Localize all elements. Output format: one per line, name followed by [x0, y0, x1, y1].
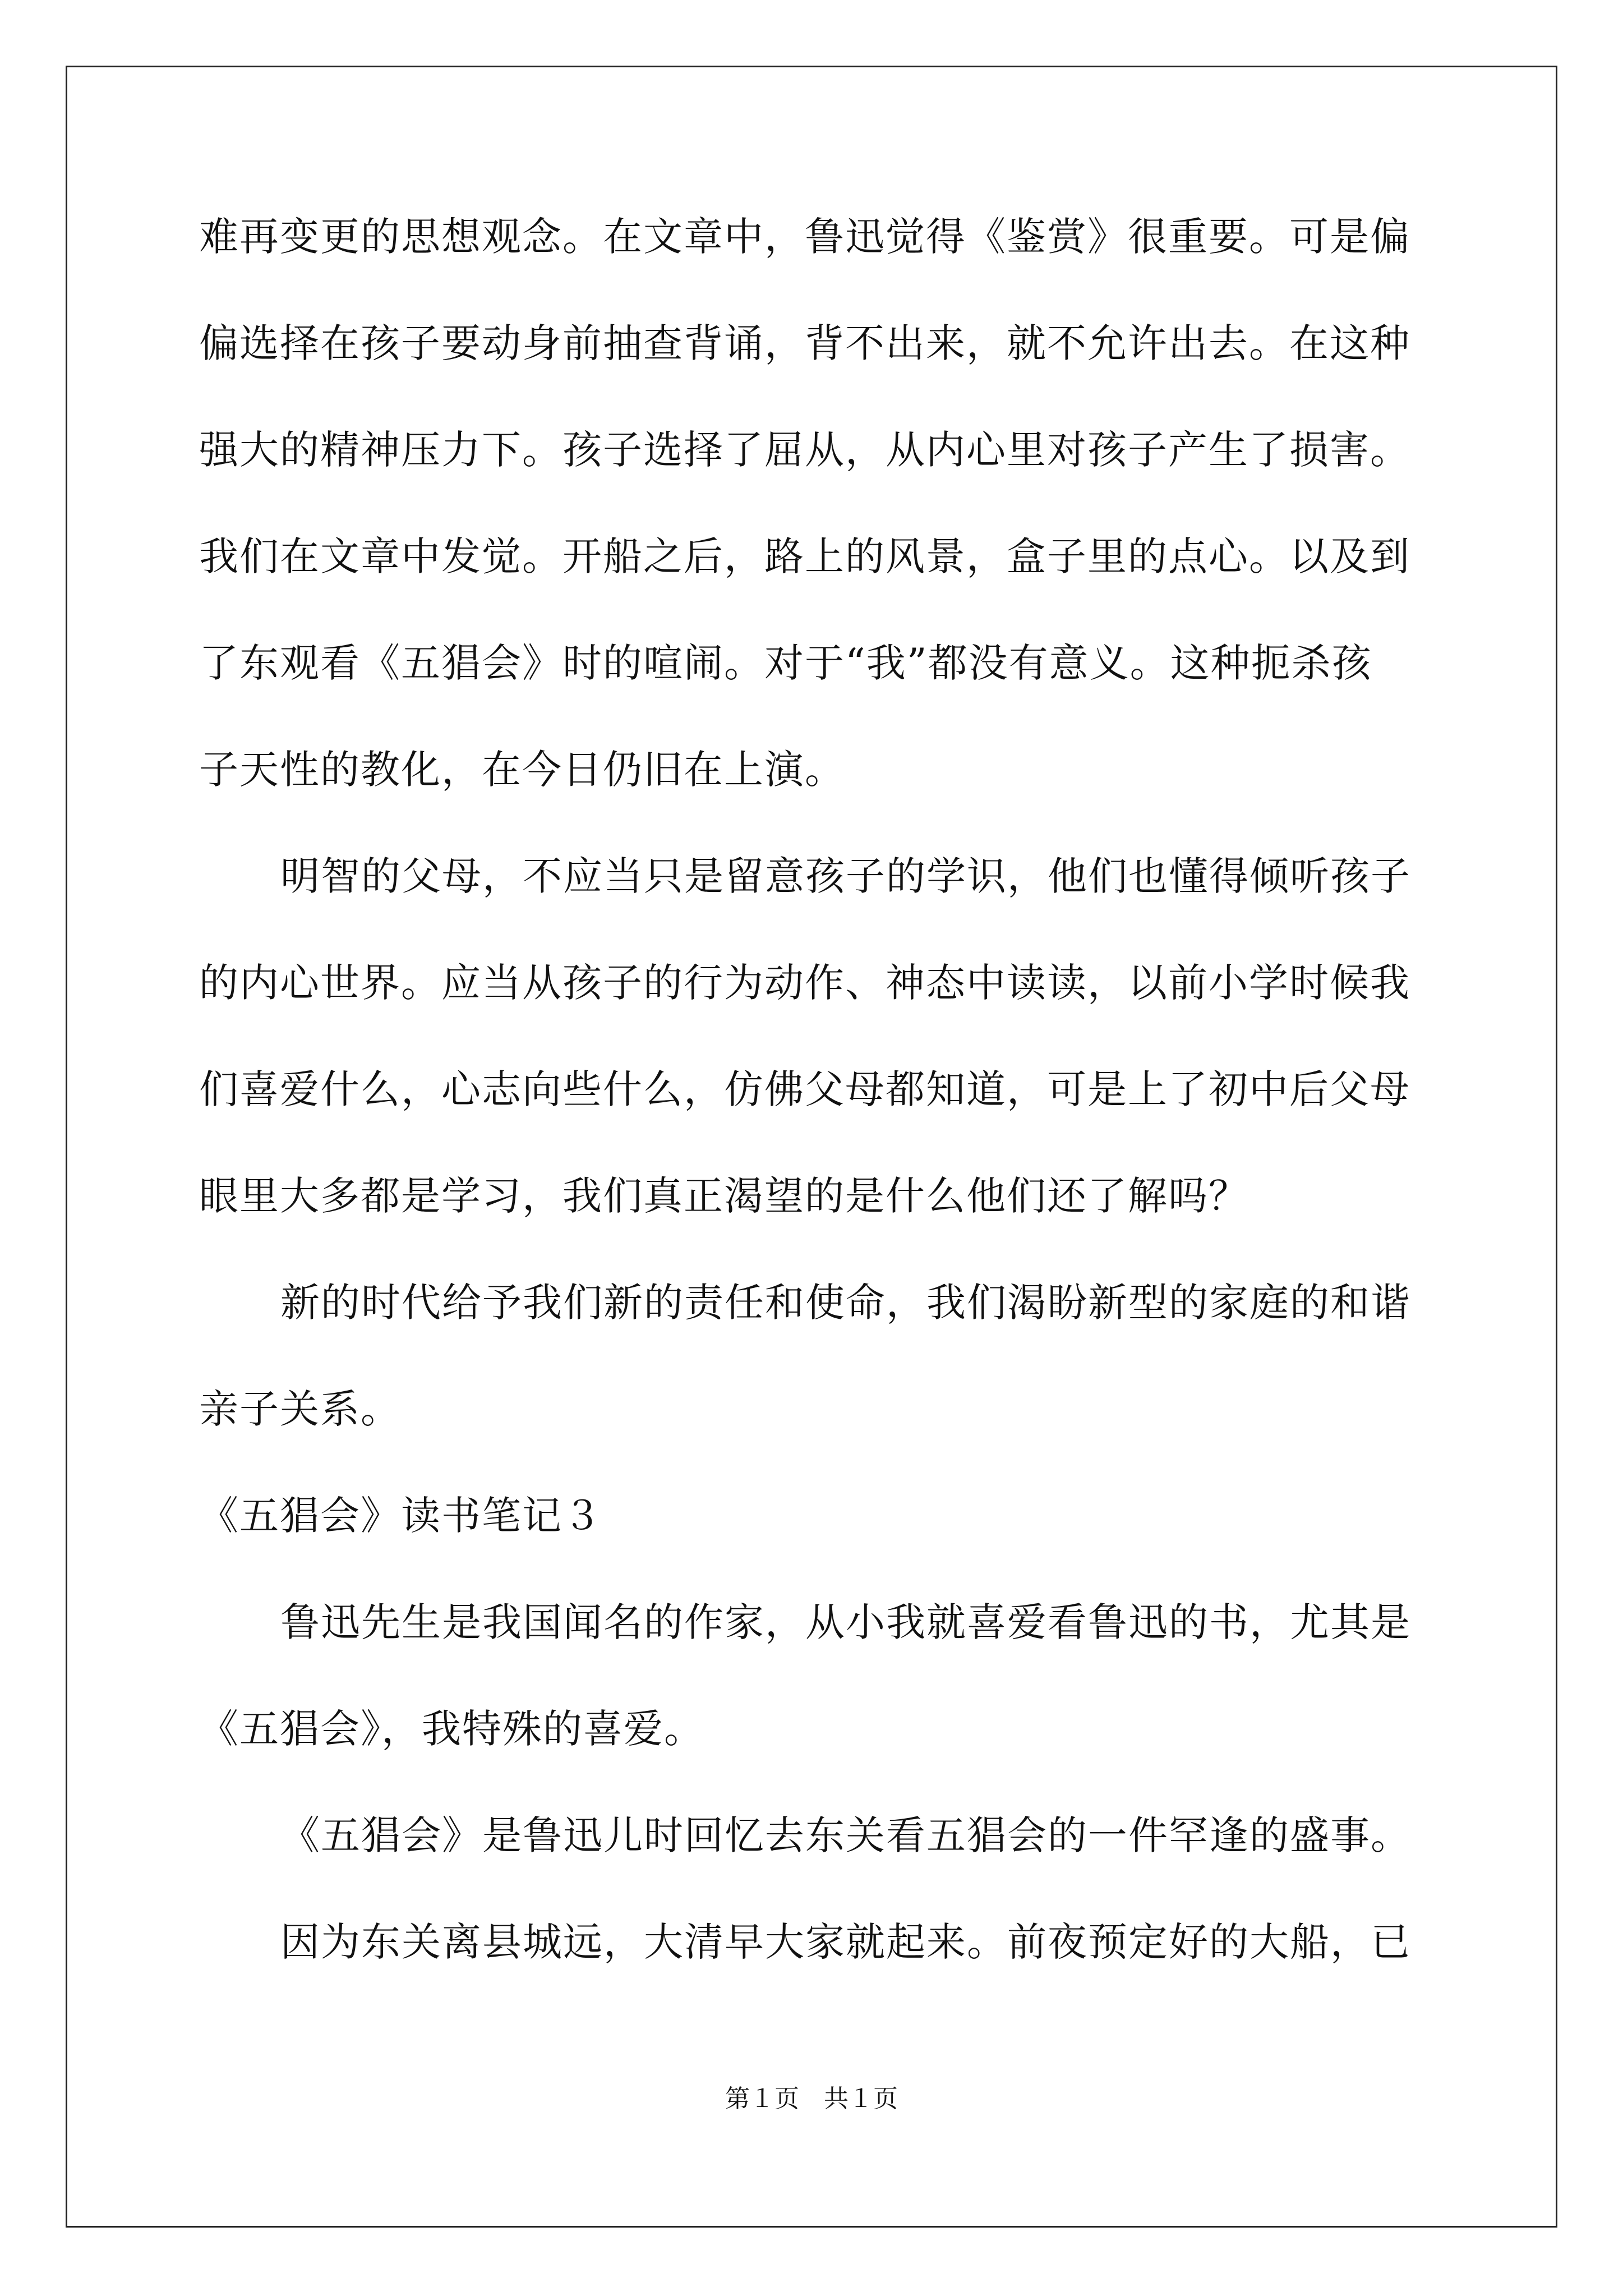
paragraph-start-line: 新的时代给予我们新的责任和使命，我们渴盼新型的家庭的和谐 — [280, 1280, 1411, 1326]
text-line: 眼里大多都是学习，我们真正渴望的是什么他们还了解吗？ — [199, 1173, 1249, 1219]
text-line: 子天性的教化，在今日仍旧在上演。 — [199, 747, 845, 793]
text-line: 亲子关系。 — [199, 1386, 401, 1432]
text-line: 的内心世界。应当从孩子的行为动作、神态中读读，以前小学时候我 — [199, 960, 1410, 1006]
text-line: 我们在文章中发觉。开船之后，路上的风景，盒子里的点心。以及到 — [199, 533, 1410, 579]
text-line: 难再变更的思想观念。在文章中，鲁迅觉得《鉴赏》很重要。可是偏 — [199, 214, 1410, 260]
text-line: 强大的精神压力下。孩子选择了屈从，从内心里对孩子产生了损害。 — [199, 427, 1410, 473]
page-border — [66, 66, 1557, 2228]
paragraph-start-line: 鲁迅先生是我国闻名的作家，从小我就喜爱看鲁迅的书，尤其是 — [280, 1599, 1411, 1645]
text-line: 《五猖会》，我特殊的喜爱。 — [199, 1706, 704, 1752]
paragraph-start-line: 明智的父母，不应当只是留意孩子的学识，他们也懂得倾听孩子 — [280, 853, 1411, 899]
text-line: 们喜爱什么，心志向些什么，仿佛父母都知道，可是上了初中后父母 — [199, 1066, 1410, 1112]
page-number-footer: 第１页 共１页 — [725, 2085, 898, 2113]
section-heading: 《五猖会》读书笔记３ — [199, 1493, 603, 1539]
text-line: 偏选择在孩子要动身前抽查背诵，背不出来，就不允许出去。在这种 — [199, 320, 1410, 366]
paragraph-start-line: 《五猖会》是鲁迅儿时回忆去东关看五猖会的一件罕逢的盛事。 — [280, 1812, 1411, 1858]
text-line: 了东观看《五猖会》时的喧闹。对于“我”都没有意义。这种扼杀孩 — [199, 640, 1372, 686]
paragraph-start-line: 因为东关离县城远，大清早大家就起来。前夜预定好的大船，已 — [280, 1919, 1411, 1965]
